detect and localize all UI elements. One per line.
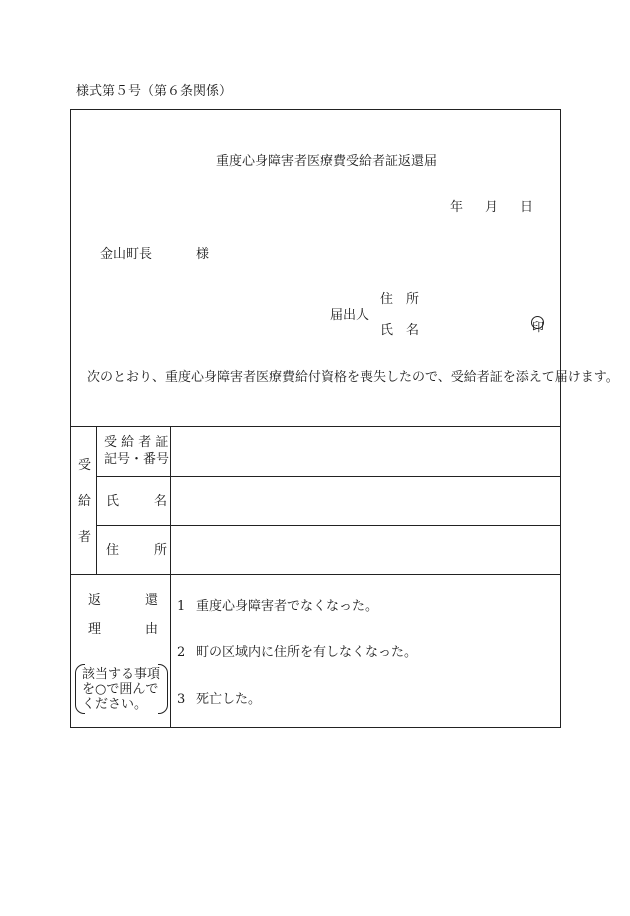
cert-label-line1: 受 給 者 証 [104,435,169,450]
section-divider [70,574,561,575]
reason-label-2b: 由 [145,622,159,637]
addressee-honorific: 様 [196,247,210,262]
applicant-label: 届出人 [330,308,370,323]
table-top-border [70,426,561,427]
addressee-mayor: 金山町長 [100,247,153,262]
recipient-char-3: 者 [78,530,92,545]
instruction-line1: 該当する事項 [82,667,161,682]
row-divider-1 [96,476,561,477]
reason-label-1a: 返 [88,593,102,608]
cert-label-line2: 記号・番号 [104,452,170,467]
instruction-line2: を○で囲んで [82,682,159,697]
reason-option-3-number: 3 [177,692,186,707]
reason-option-2[interactable]: 町の区域内に住所を有しなくなった。 [196,645,418,660]
reason-option-2-number: 2 [177,645,186,660]
date-day: 日 [520,200,534,215]
reason-option-1-number: 1 [177,599,186,614]
reason-label-1b: 還 [145,593,159,608]
applicant-name-label: 氏 名 [380,323,420,338]
recipient-char-1: 受 [78,458,92,473]
applicant-address-label: 住 所 [380,292,420,307]
cert-number-field[interactable] [180,443,550,461]
label-column-divider [170,426,171,728]
address-field[interactable] [180,541,550,559]
address-label-1: 住 [106,543,120,558]
recipient-column-divider [96,426,97,574]
instruction-line3: ください。 [82,697,148,712]
name-label-1: 氏 [106,494,120,509]
row-divider-2 [96,525,561,526]
form-number: 様式第５号（第６条関係） [76,84,233,99]
name-label-2: 名 [154,494,168,509]
date-month: 月 [485,200,499,215]
address-label-2: 所 [154,543,168,558]
recipient-char-2: 給 [78,494,92,509]
statement-text: 次のとおり、重度心身障害者医療費給付資格を喪失したので、受給者証を添えて届けます。 [87,370,619,385]
reason-option-3[interactable]: 死亡した。 [196,692,262,707]
form-title: 重度心身障害者医療費受給者証返還届 [216,154,438,169]
reason-option-1[interactable]: 重度心身障害者でなくなった。 [196,599,379,614]
date-year: 年 [450,200,464,215]
name-field[interactable] [180,492,550,510]
reason-label-2a: 理 [88,622,102,637]
seal-mark: 印 [532,320,545,334]
